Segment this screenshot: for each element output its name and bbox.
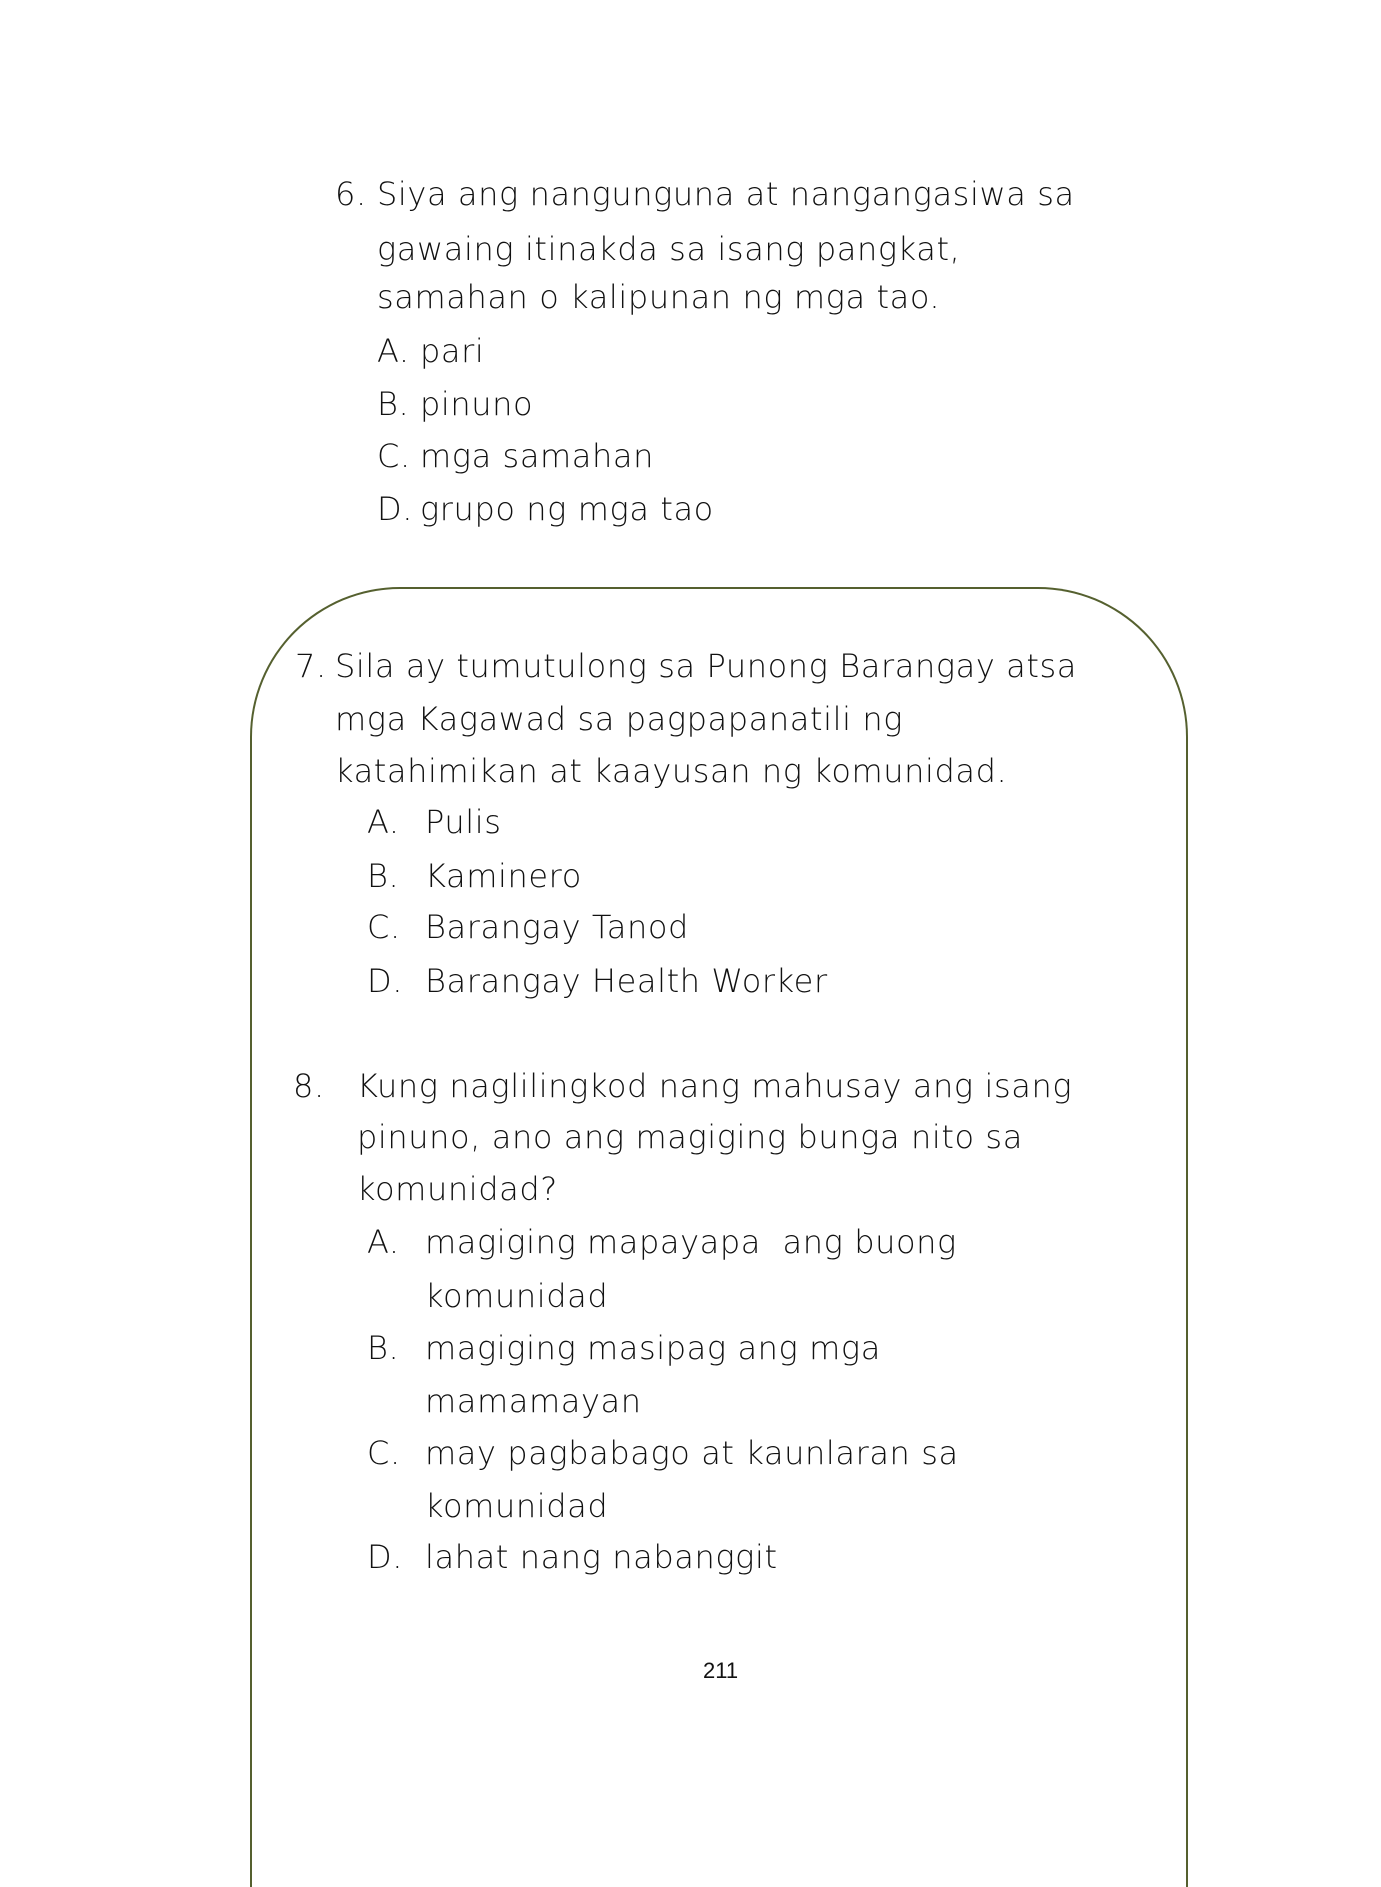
option-text: Pulis — [425, 803, 502, 841]
question-stem-line: Sila ay tumutulong sa Punong Barangay atsa — [335, 647, 1077, 685]
option-letter: D. — [367, 962, 404, 1000]
option-text: grupo ng mga tao — [420, 490, 714, 528]
option-letter: B. — [367, 857, 400, 895]
question-stem-line: mga Kagawad sa pagpapanatili ng — [335, 700, 904, 738]
option-text: Barangay Health Worker — [425, 962, 828, 1000]
option-text: mga samahan — [420, 437, 654, 475]
question-stem-line: pinuno, ano ang magiging bunga nito sa — [357, 1118, 1023, 1156]
option-text: pari — [420, 332, 485, 370]
option-text-continued: komunidad — [425, 1277, 609, 1315]
option-text: magiging masipag ang mga — [425, 1329, 881, 1367]
question-stem-line: Siya ang nangunguna at nangangasiwa sa — [377, 175, 1075, 213]
option-letter: C. — [367, 1434, 401, 1472]
option-text: Kaminero — [425, 857, 582, 895]
question-stem-line: gawaing itinakda sa isang pangkat, — [377, 230, 961, 268]
option-text: Barangay Tanod — [425, 908, 689, 946]
option-text-continued: mamamayan — [425, 1382, 642, 1420]
option-letter: A. — [367, 803, 400, 841]
option-text: pinuno — [420, 385, 534, 423]
option-letter: B. — [367, 1329, 400, 1367]
option-letter: D. — [367, 1538, 404, 1576]
page-number: 211 — [703, 1658, 739, 1683]
option-letter: A. — [377, 332, 410, 370]
question-number: 6. — [335, 175, 367, 213]
option-text: magiging mapayapa ang buong — [425, 1223, 957, 1261]
option-text: may pagbabago at kaunlaran sa — [425, 1434, 959, 1472]
question-stem-line: Kung naglilingkod nang mahusay ang isang — [357, 1067, 1073, 1105]
option-letter: C. — [367, 908, 401, 946]
option-letter: B. — [377, 385, 410, 423]
question-number: 7. — [295, 647, 327, 685]
option-text-continued: komunidad — [425, 1487, 609, 1525]
option-text: lahat nang nabanggit — [425, 1538, 778, 1576]
question-stem-line: samahan o kalipunan ng mga tao. — [377, 278, 941, 316]
option-letter: D. — [377, 490, 414, 528]
question-stem-line: komunidad? — [357, 1170, 558, 1208]
question-stem-line: katahimikan at kaayusan ng komunidad. — [335, 752, 1008, 790]
option-letter: C. — [377, 437, 411, 475]
question-number: 8. — [293, 1067, 325, 1105]
option-letter: A. — [367, 1223, 400, 1261]
